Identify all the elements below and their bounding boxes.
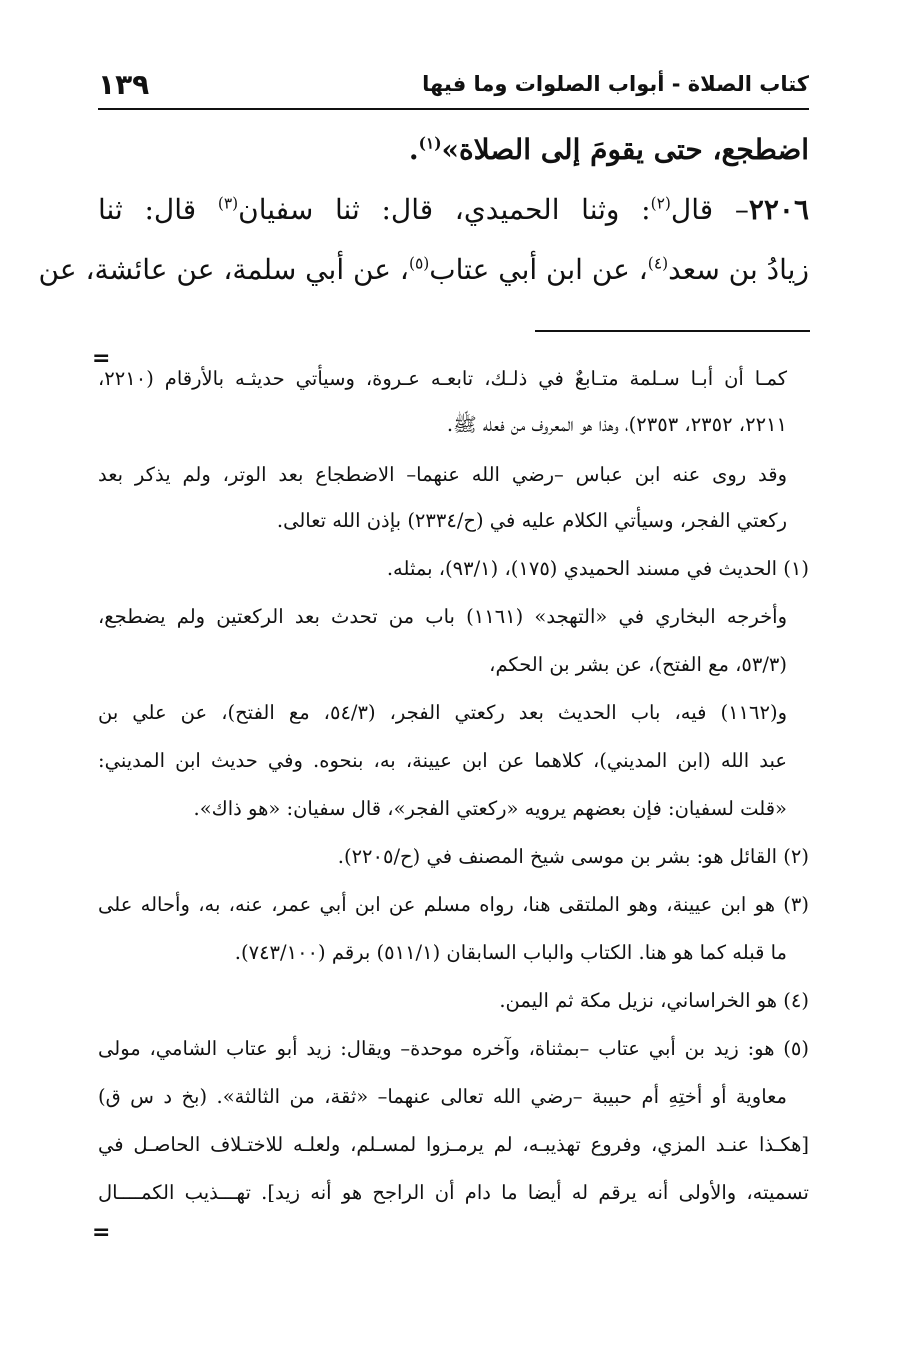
- line3-b: ، عن ابن أبي عتاب: [429, 253, 648, 286]
- footnote-ref-3: (٣): [217, 194, 239, 213]
- line2-b: : وثنا الحميدي، قال: ثنا سفيان: [238, 193, 651, 226]
- running-header: [98, 70, 809, 110]
- hadith-number: ٢٢٠٦: [748, 193, 809, 226]
- footnote-line: (٥) هو: زيد بن أبي عتاب –بمثناة، وآخره موحدة– ويقال: زيد أبو عتاب الشامي، مولى: [98, 1037, 809, 1060]
- footnote-line: معاوية أو أختِهِ أم حبيبة –رضي الله تعالى عنهما– «ثقة، من الثالثة». (بخ د س ق): [98, 1085, 787, 1108]
- footnote-separator: [535, 330, 810, 332]
- page-number: ١٣٩: [98, 68, 150, 101]
- footnote-line: ركعتي الفجر، وسيأتي الكلام عليه في (ح/٢٣٣٤) بإذن الله تعالى.: [276, 509, 787, 532]
- footnote-line: كمـا أن أبـا سـلمة متـابعٌ في ذلـك، تابعـه عـروة، وسيأتي حديثـه بالأرقام (٢٢١٠،: [98, 367, 787, 390]
- footnote-line: «قلت لسفيان: فإن بعضهم يرويه «ركعتي الفجر»، قال سفيان: «هو ذاك».: [193, 797, 787, 820]
- line1-end: .: [408, 133, 419, 166]
- footnote-ref-5: (٥): [408, 254, 430, 273]
- footnote-line: وأخرجه البخاري في «التهجد» (١١٦١) باب من تحدث بعد الركعتين ولم يضطجع،: [98, 605, 787, 628]
- main-line-1: [409, 130, 809, 170]
- line2-a: – قال: [670, 193, 749, 226]
- running-title: كتاب الصلاة - أبواب الصلوات وما فيها: [422, 72, 809, 96]
- footnote-line: ٢٢١١، ٢٣٥٢، ٢٣٥٣)، وهذا هو المعروف من فعله ﷺ.: [446, 413, 787, 436]
- footnote-line: ما قبله كما هو هنا. الكتاب والباب السابقان (٥١١/١) برقم (٧٤٣/١٠٠).: [234, 941, 787, 964]
- footnote-line: (٥٣/٣، مع الفتح)، عن بشر بن الحكم،: [489, 653, 787, 676]
- footnote-line: عبد الله (ابن المديني)، كلاهما عن ابن عيينة، به، بنحوه. وفي حديث ابن المديني:: [98, 749, 787, 772]
- footnote-ref-2: (٢): [650, 194, 671, 213]
- footnote-line: (٤) هو الخراساني، نزيل مكة ثم اليمن.: [499, 989, 809, 1012]
- footnote-line: (٣) هو ابن عيينة، وهو الملتقى هنا، رواه مسلم عن ابن أبي عمر، عنه، به، وأحاله على: [98, 893, 809, 916]
- footnote-line: تسميته، والأولى أنه يرقم له أيضا ما دام أن الراجح هو أنه زيد]. تهـــذيب الكمــــال: [98, 1181, 809, 1204]
- main-line-2: [98, 190, 809, 230]
- footnote-line: وقد روى عنه ابن عباس –رضي الله عنهما– الاضطجاع بعد الوتر، ولم يذكر بعد: [98, 463, 787, 486]
- line2-c: قال: ثنا: [98, 193, 218, 226]
- footnote-ref-4: (٤): [647, 254, 669, 273]
- footnote-line: و(١١٦٢) فيه، باب الحديث بعد ركعتي الفجر، (٥٤/٣، مع الفتح)، عن علي بن: [98, 701, 787, 724]
- footnote-line: (٢) القائل هو: بشر بن موسى شيخ المصنف في (ح/٢٢٠٥).: [337, 845, 809, 868]
- continuation-mark-bottom: =: [92, 1220, 111, 1245]
- footnote-ref-1: (١): [418, 134, 442, 153]
- line1-text: اضطجع، حتى يقومَ إلى الصلاة»: [441, 133, 809, 166]
- footnote-line: [هكـذا عنـد المزي، وفروع تهذيبـه، لم يرمـزوا لمسـلم، ولعلـه للاختـلاف الحاصـل في: [98, 1133, 809, 1156]
- footnote-line: (١) الحديث في مسند الحميدي (١٧٥)، (٩٣/١)، بمثله.: [386, 557, 809, 580]
- continuation-mark-top: =: [92, 346, 111, 371]
- main-line-3: [38, 250, 809, 290]
- line3-c: ، عن أبي سلمة، عن عائشة، عن: [38, 253, 409, 286]
- line3-a: زيادُ بن سعد: [668, 253, 809, 286]
